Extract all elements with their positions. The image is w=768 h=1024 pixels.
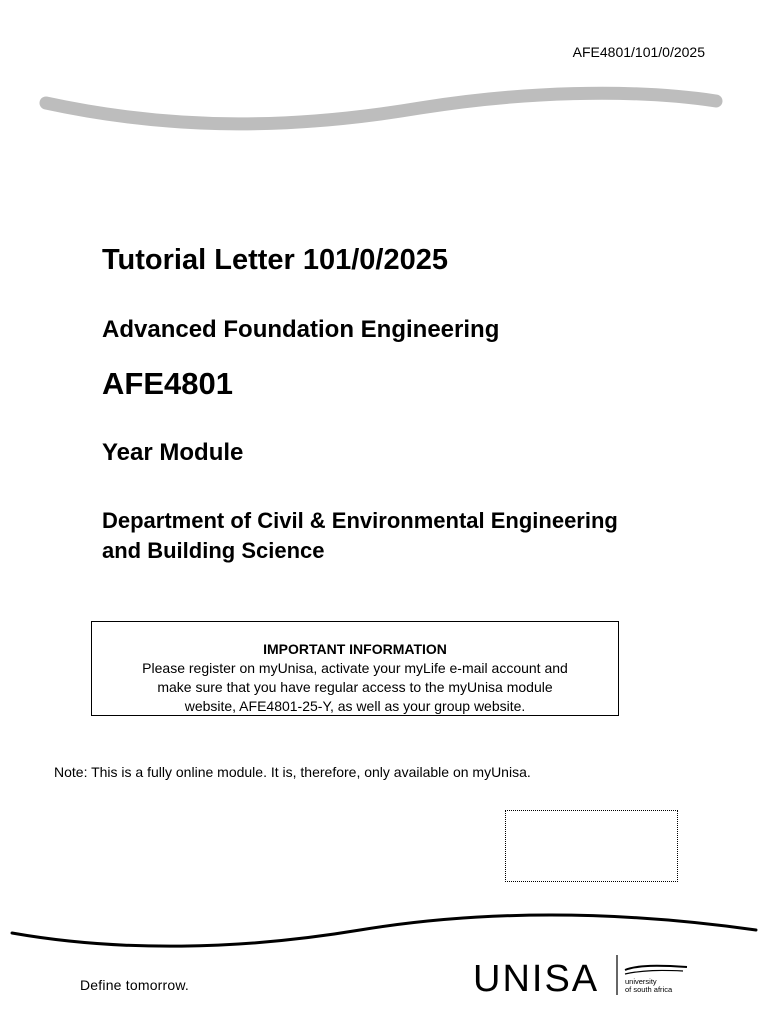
logo-wordmark: UNISA	[473, 958, 600, 997]
module-duration: Year Module	[102, 439, 244, 466]
top-swoosh-decoration	[0, 70, 768, 140]
online-module-note: Note: This is a fully online module. It is, therefore, only available on myUnisa.	[54, 764, 531, 780]
important-information-line-1: Please register on myUnisa, activate your myLife e-mail account and	[142, 660, 568, 676]
unisa-logo	[473, 953, 703, 997]
document-reference: AFE4801/101/0/2025	[572, 44, 705, 60]
stamp-placeholder-box	[505, 810, 678, 882]
footer-tagline: Define tomorrow.	[80, 977, 190, 993]
module-code: AFE4801	[102, 366, 233, 401]
department-name	[102, 506, 742, 566]
logo-subtext-1: university	[625, 977, 657, 986]
important-information-heading: IMPORTANT INFORMATION	[263, 641, 447, 657]
logo-subtext-2: of south africa	[625, 985, 673, 994]
department-line-1: Department of Civil & Environmental Engineering	[102, 508, 618, 533]
important-information-line-3: website, AFE4801-25-Y, as well as your group website.	[184, 698, 526, 714]
module-name: Advanced Foundation Engineering	[102, 316, 500, 343]
important-information-box	[91, 621, 619, 716]
important-information-line-2: make sure that you have regular access to the myUnisa module	[157, 679, 553, 695]
department-line-2: and Building Science	[102, 538, 325, 563]
bottom-swoosh-decoration	[0, 900, 768, 960]
tutorial-letter-title: Tutorial Letter 101/0/2025	[102, 244, 449, 276]
